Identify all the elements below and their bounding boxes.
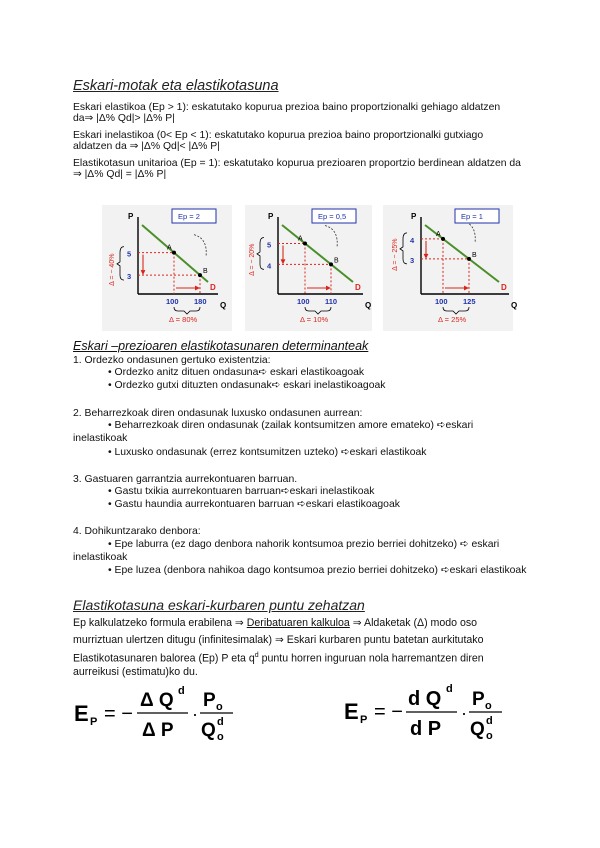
point-elasticity-line1: Ep kalkulatzeko formula erabilena ⇒ Deribatuaren kalkuloa ⇒ Aldaketak (Δ) modo oso: [73, 617, 478, 629]
point-b-label: B: [334, 257, 339, 265]
axis-label-p: P: [128, 212, 134, 221]
bullet-inelastic-line1: Eskari inelastikoa (0< Ep < 1): eskatutako kopurua prezioa baino proportzionalki gutxiago: [73, 130, 484, 141]
formula-numerator: Δ Q: [140, 690, 174, 711]
point-b: [198, 273, 202, 277]
point-elasticity-line3: Elastikotasunaren balorea (Ep) P eta $q^d$ puntu horren inguruan nola harremantzen diren: [73, 652, 484, 665]
determinant-continuation: inelastikoak: [73, 433, 128, 444]
formula-numerator2: P: [203, 690, 216, 711]
point-b-label: B: [472, 251, 477, 259]
point-a: [441, 237, 445, 241]
pointer-arrow: [325, 225, 337, 247]
pointer-arrow: [194, 235, 206, 257]
formula-numerator2: P: [472, 689, 485, 710]
axis-label-q: Q: [365, 301, 372, 310]
qty-change-arrowhead: [326, 286, 330, 290]
qty-brace: [174, 307, 200, 314]
bullet-elastic-line1: Eskari elastikoa (Ep > 1): eskatutako kopurua prezioa baino proportzionalki gehiago aldatzen: [73, 102, 501, 113]
qty-brace: [443, 307, 469, 314]
formula-denominator2-sub: o: [217, 731, 224, 743]
demand-label: D: [355, 283, 361, 292]
determinant-bullet: • Gastu txikia aurrekontuaren barruan➪eskari inelastikoak: [108, 486, 375, 497]
point-a-label: A: [436, 230, 441, 238]
point-a: [303, 241, 307, 245]
formula-eq: = −: [104, 703, 133, 725]
price-high-label: 5: [267, 240, 272, 250]
delta-qty-label: Δ = 10%: [300, 315, 329, 324]
price-change-arrowhead: [424, 254, 428, 258]
axis-label-q: Q: [511, 301, 518, 310]
price-low-label: 3: [410, 255, 415, 265]
delta-price-label: Δ = − 20%: [249, 243, 256, 276]
point-b-label: B: [203, 268, 208, 276]
bullet-unitary-line2: ⇒ |Δ% Qd| = |Δ% P|: [73, 169, 167, 180]
formula-numerator2-sub: o: [485, 700, 492, 712]
qty-high-label: 180: [194, 297, 207, 306]
demand-label: D: [210, 283, 216, 292]
chart-svg: [383, 205, 518, 331]
axis-label-q: Q: [220, 301, 227, 310]
delta-price-label: Δ = − 25%: [392, 238, 399, 271]
qty-high-label: 110: [325, 297, 338, 306]
delta-price-label: Δ = − 40%: [109, 253, 116, 286]
formula-numerator: d Q: [408, 688, 442, 710]
formula-numerator-sup: d: [178, 685, 185, 697]
formula-lhs-sub: P: [360, 714, 368, 726]
determinant-bullet: • Gastu haundia aurrekontuaren barruan ➪eskari elastikoagoak: [108, 499, 400, 510]
formula-denominator2: Q: [201, 720, 216, 741]
price-change-arrowhead: [281, 259, 285, 263]
formula-dot: ·: [192, 704, 198, 724]
formula-denominator: Δ P: [142, 720, 174, 741]
qty-low-label: 100: [435, 297, 448, 306]
formula-denominator2-sup: d: [486, 715, 493, 727]
elasticity-chart-2: [245, 205, 372, 331]
qty-high-label: 125: [463, 297, 476, 306]
qty-change-arrowhead: [195, 286, 199, 290]
price-brace: [117, 247, 124, 280]
section-title-point-elasticity: Elastikotasuna eskari-kurbaren puntu zehatzan: [73, 597, 365, 613]
determinant-heading-3: 3. Gastuaren garrantzia aurrekontuaren barruan.: [73, 474, 298, 485]
formula-denominator2-sub: o: [486, 730, 493, 742]
point-elasticity-line4: aurreikusi (estimatu)ko du.: [73, 666, 198, 678]
point-a: [172, 251, 176, 255]
determinant-continuation: inelastikoak: [73, 552, 128, 563]
determinant-heading-2: 2. Beharrezkoak diren ondasunak luxusko ondasunen aurrean:: [73, 408, 363, 419]
formula-discrete-elasticity: [70, 680, 280, 742]
delta-qty-label: Δ = 25%: [438, 315, 467, 324]
determinant-bullet: • Epe laburra (ez dago denbora nahorik kontsumoa prezio berriei dohitzeko) ➪ eskari: [108, 539, 500, 550]
price-low-label: 3: [127, 272, 132, 282]
derivative-calculation-link: Deribatuaren kalkuloa: [246, 617, 350, 629]
ep-box-label: Ep = 2: [178, 212, 200, 221]
formula-eq: = −: [374, 701, 403, 723]
price-brace: [257, 237, 264, 269]
determinant-bullet: • Epe luzea (denbora nahikoa dago kontsumoa prezio berriei dohitzeko) ➪eskari elastikoak: [108, 565, 527, 576]
price-brace: [400, 233, 407, 264]
formula-dot: ·: [461, 703, 467, 723]
formula-denominator2: Q: [470, 719, 485, 740]
price-high-label: 5: [127, 249, 132, 259]
chart-svg: [245, 205, 372, 331]
determinant-heading-1: 1. Ordezko ondasunen gertuko existentzia:: [73, 355, 271, 366]
formula-lhs: E: [74, 701, 89, 726]
point-a-label: A: [167, 244, 172, 252]
formula-denominator2-sup: d: [217, 716, 224, 728]
determinant-bullet: • Ordezko gutxi dituzten ondasunak➪ eskari inelastikoagoak: [108, 380, 386, 391]
elasticity-chart-3: [383, 205, 518, 331]
formula-derivative-elasticity: [340, 678, 540, 742]
bullet-elastic-line2: da⇒ |Δ% Qd|> |Δ% P|: [73, 113, 175, 124]
demand-label: D: [501, 283, 507, 292]
determinant-bullet: • Beharrezkoak diren ondasunak (zailak kontsumitzen amore emateko) ➪eskari: [108, 420, 474, 431]
formula-lhs: E: [344, 699, 359, 724]
price-change-arrowhead: [141, 270, 145, 274]
elasticity-chart-1: [102, 205, 232, 331]
pointer-arrow: [463, 221, 475, 243]
qty-change-arrowhead: [464, 286, 468, 290]
determinant-bullet: • Ordezko anitz dituen ondasuna➪ eskari elastikoagoak: [108, 367, 365, 378]
determinant-heading-4: 4. Dohikuntzarako denbora:: [73, 526, 201, 537]
axis-label-p: P: [411, 212, 417, 221]
qty-low-label: 100: [166, 297, 179, 306]
point-b: [329, 262, 333, 266]
price-high-label: 4: [410, 235, 415, 245]
formula-denominator: d P: [410, 718, 442, 740]
chart-svg: [102, 205, 232, 331]
demand-curve: [282, 225, 353, 282]
delta-qty-label: Δ = 80%: [169, 315, 198, 324]
bullet-inelastic-line2: aldatzen da ⇒ |Δ% Qd|< |Δ% P|: [73, 141, 220, 152]
section-title-demand-types: Eskari-motak eta elastikotasuna: [73, 78, 279, 94]
ep-box-label: Ep = 1: [461, 212, 483, 221]
point-elasticity-line2: murriztuan ulertzen ditugu (infinitesimalak) ⇒ Eskari kurbaren puntu batetan aurkitutako: [73, 634, 484, 646]
axis-label-p: P: [268, 212, 274, 221]
point-a-label: A: [298, 235, 303, 243]
section-title-determinants: Eskari –prezioaren elastikotasunaren determinanteak: [73, 339, 369, 353]
formula-numerator-sup: d: [446, 683, 453, 695]
ep-box-label: Ep = 0,5: [318, 212, 347, 221]
point-b: [467, 257, 471, 261]
determinant-bullet: • Luxusko ondasunak (errez kontsumitzen uzteko) ➪eskari elastikoak: [108, 447, 427, 458]
qty-low-label: 100: [297, 297, 310, 306]
price-low-label: 4: [267, 261, 272, 271]
bullet-unitary-line1: Elastikotasun unitarioa (Ep = 1): eskatutako kopurua prezioaren proportzio berdinean aldatzen da: [73, 158, 521, 169]
formula-lhs-sub: P: [90, 716, 98, 728]
qty-brace: [305, 307, 331, 314]
formula-numerator2-sub: o: [216, 701, 223, 713]
